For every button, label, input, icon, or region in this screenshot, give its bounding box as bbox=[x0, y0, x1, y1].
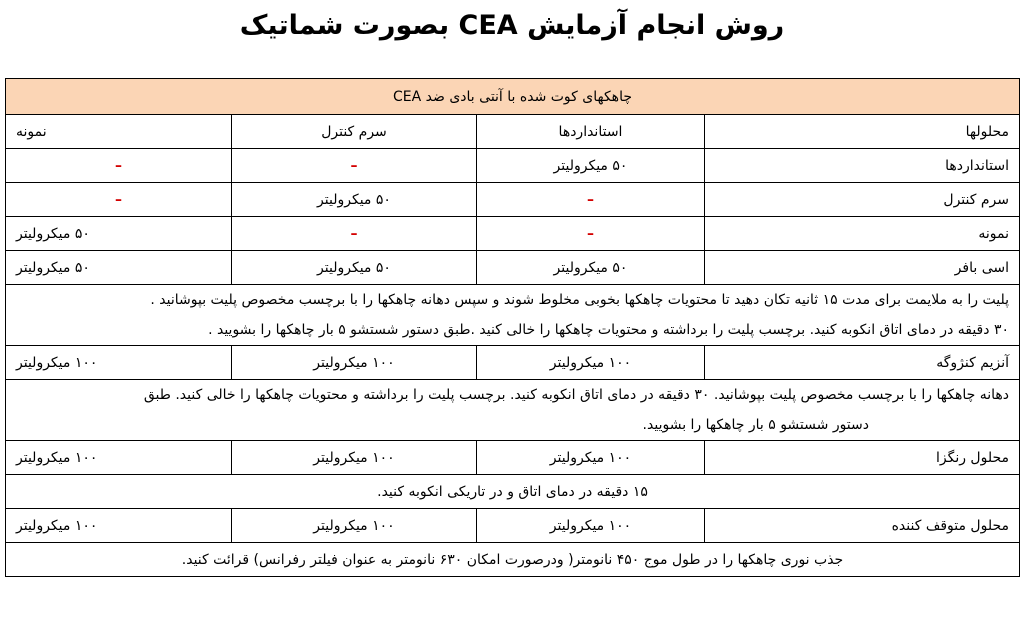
instruction-line: ۳۰ دقیقه در دمای اتاق انکوبه کنید. برچسب پلیت را برداشته و محتویات چاهکها را خالی کنید .طبق دستور شستشو ۵ بار چاهکها را بشویید . bbox=[208, 322, 1009, 338]
control-cell: ۱۰۰ میکرولیتر bbox=[232, 441, 477, 475]
table-header: چاهکهای کوت شده با آنتی بادی ضد CEA bbox=[6, 79, 1020, 115]
instruction-line: دهانه چاهکها را با برچسب مخصوص پلیت بپوشانید. ۳۰ دقیقه در دمای اتاق انکوبه کنید. برچسب پلیت را برداشته و محتویات چاهکها را خالی کنید. طبق bbox=[143, 387, 1009, 403]
note-row bbox=[6, 380, 1020, 441]
row-label: استانداردها bbox=[705, 149, 1020, 183]
instruction-line: پلیت را به ملایمت برای مدت ۱۵ ثانیه تکان دهید تا محتویات چاهکها بخوبی مخلوط شوند و سپس دهانه چاهکها را با برچسب مخصوص پلیت بپوشانید . bbox=[150, 292, 1009, 308]
sample-cell: ۱۰۰ میکرولیتر bbox=[6, 346, 232, 380]
row-label: سرم کنترل bbox=[705, 183, 1020, 217]
table-row bbox=[6, 441, 1020, 475]
instruction-note-3: ۱۵ دقیقه در دمای اتاق و در تاریکی انکوبه کنید. bbox=[6, 475, 1020, 509]
column-header-solutions: محلولها bbox=[705, 115, 1020, 149]
sample-cell: – bbox=[6, 149, 232, 183]
note-row bbox=[6, 475, 1020, 509]
sample-cell: ۵۰ میکرولیتر bbox=[6, 251, 232, 285]
instruction-note-2 bbox=[6, 380, 1020, 441]
sample-cell: ۱۰۰ میکرولیتر bbox=[6, 509, 232, 543]
table-row bbox=[6, 509, 1020, 543]
control-cell: – bbox=[232, 149, 477, 183]
note-row bbox=[6, 285, 1020, 346]
instruction-note-1 bbox=[6, 285, 1020, 346]
note-row bbox=[6, 543, 1020, 577]
table-header-row bbox=[6, 79, 1020, 115]
control-cell: ۱۰۰ میکرولیتر bbox=[232, 509, 477, 543]
standards-cell: ۱۰۰ میکرولیتر bbox=[477, 346, 705, 380]
control-cell: ۵۰ میکرولیتر bbox=[232, 251, 477, 285]
instruction-note-4: جذب نوری چاهکها را در طول موج ۴۵۰ نانومتر( ودرصورت امکان ۶۳۰ نانومتر به عنوان فیلتر رفرانس) قرائت کنید. bbox=[6, 543, 1020, 577]
sample-cell: ۵۰ میکرولیتر bbox=[6, 217, 232, 251]
instruction-line: دستور شستشو ۵ بار چاهکها را بشویید. bbox=[642, 417, 869, 433]
column-header-sample: نمونه bbox=[6, 115, 232, 149]
control-cell: ۱۰۰ میکرولیتر bbox=[232, 346, 477, 380]
standards-cell: – bbox=[477, 217, 705, 251]
protocol-table bbox=[5, 78, 1020, 577]
sample-cell: – bbox=[6, 183, 232, 217]
table-row bbox=[6, 346, 1020, 380]
standards-cell: – bbox=[477, 183, 705, 217]
row-label: محلول متوقف کننده bbox=[705, 509, 1020, 543]
control-cell: ۵۰ میکرولیتر bbox=[232, 183, 477, 217]
row-label: نمونه bbox=[705, 217, 1020, 251]
standards-cell: ۱۰۰ میکرولیتر bbox=[477, 509, 705, 543]
sample-cell: ۱۰۰ میکرولیتر bbox=[6, 441, 232, 475]
standards-cell: ۵۰ میکرولیتر bbox=[477, 149, 705, 183]
page-title: روش انجام آزمایش CEA بصورت شماتیک bbox=[239, 10, 785, 41]
column-header-standards: استانداردها bbox=[477, 115, 705, 149]
table-row bbox=[6, 149, 1020, 183]
table-row bbox=[6, 217, 1020, 251]
control-cell: – bbox=[232, 217, 477, 251]
row-label: اسی بافر bbox=[705, 251, 1020, 285]
standards-cell: ۵۰ میکرولیتر bbox=[477, 251, 705, 285]
standards-cell: ۱۰۰ میکرولیتر bbox=[477, 441, 705, 475]
table-row bbox=[6, 251, 1020, 285]
row-label: آنزیم کنژوگه bbox=[705, 346, 1020, 380]
row-label: محلول رنگزا bbox=[705, 441, 1020, 475]
column-header-control: سرم کنترل bbox=[232, 115, 477, 149]
table-row bbox=[6, 183, 1020, 217]
column-header-row bbox=[6, 115, 1020, 149]
